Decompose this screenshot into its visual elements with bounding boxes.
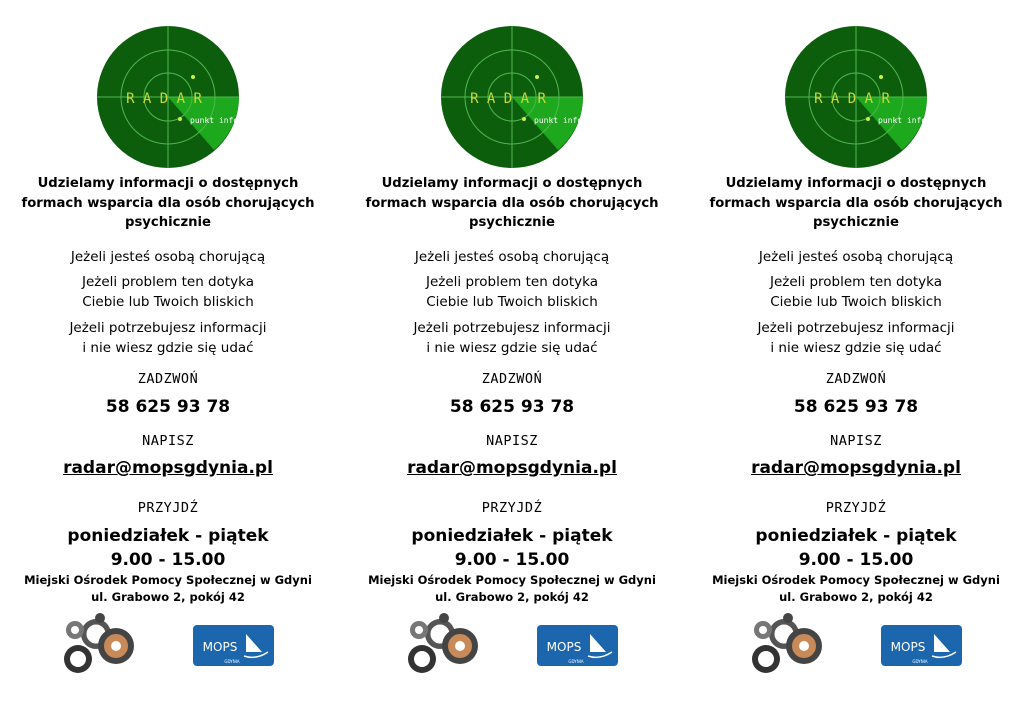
street-address: ul. Grabowo 2, pokój 42	[779, 590, 933, 604]
headline-line: psychicznie	[469, 215, 555, 230]
come-label: PRZYJDŹ	[825, 500, 887, 516]
line-info-2: i nie wiesz gdzie się udać	[426, 339, 598, 356]
email-link[interactable]: radar@mopsgdynia.pl	[63, 458, 273, 478]
gears-logo	[408, 613, 478, 673]
headline	[706, 174, 1006, 233]
come-label: PRZYJDŹ	[481, 500, 543, 516]
radar-logo	[706, 22, 1006, 172]
mops-logo-text: MOPS	[546, 640, 582, 654]
mops-logo	[537, 625, 618, 666]
partner-logos	[18, 612, 318, 678]
line-problem	[18, 273, 318, 312]
opening-days: poniedziałek - piątek	[411, 526, 613, 546]
partner-logos	[362, 612, 662, 678]
line-problem-2: Ciebie lub Twoich bliskich	[770, 293, 942, 310]
mops-logo	[193, 625, 274, 666]
line-problem-1: Jeżeli problem ten dotyka	[769, 274, 943, 290]
line-problem	[362, 273, 662, 312]
opening-days: poniedziałek - piątek	[755, 526, 957, 546]
radar-logo-tagline: punkt informacyjny	[190, 116, 277, 125]
opening-hours: 9.00 - 15.00	[454, 550, 570, 570]
flyer-3	[706, 0, 1006, 724]
headline-line: psychicznie	[125, 215, 211, 230]
flyer-2	[362, 0, 662, 724]
line-problem-2: Ciebie lub Twoich bliskich	[82, 293, 254, 310]
headline-line: formach wsparcia dla osób chorujących	[365, 195, 659, 211]
call-label: ZADZWOŃ	[137, 371, 199, 387]
headline	[362, 174, 662, 233]
radar-logo-name: R A D A R	[470, 91, 546, 107]
headline-line: formach wsparcia dla osób chorujących	[709, 195, 1003, 211]
line-sick-person: Jeżeli jesteś osobą chorującą	[414, 249, 610, 265]
street-address: ul. Grabowo 2, pokój 42	[91, 590, 245, 604]
radar-logo-name: R A D A R	[126, 91, 202, 107]
phone-number[interactable]: 58 625 93 78	[793, 397, 919, 417]
call-label: ZADZWOŃ	[481, 371, 543, 387]
headline-line: psychicznie	[813, 215, 899, 230]
line-problem-1: Jeżeli problem ten dotyka	[425, 274, 599, 290]
headline	[18, 174, 318, 233]
flyer-1	[18, 0, 318, 724]
line-info-1: Jeżeli potrzebujesz informacji	[69, 320, 267, 336]
line-info-2: i nie wiesz gdzie się udać	[82, 339, 254, 356]
come-label: PRZYJDŹ	[137, 500, 199, 516]
mops-logo	[881, 625, 962, 666]
mops-logo-subtext: GDYNIA	[224, 659, 240, 664]
institution-address	[706, 572, 1006, 606]
opening-hours: 9.00 - 15.00	[110, 550, 226, 570]
partner-logos	[706, 612, 1006, 678]
gears-logo	[64, 613, 134, 673]
mops-logo-text: MOPS	[890, 640, 926, 654]
email-link[interactable]: radar@mopsgdynia.pl	[407, 458, 617, 478]
write-label: NAPISZ	[830, 433, 882, 449]
write-label: NAPISZ	[486, 433, 538, 449]
opening-hours: 9.00 - 15.00	[798, 550, 914, 570]
mops-logo-subtext: GDYNIA	[912, 659, 928, 664]
line-sick-person: Jeżeli jesteś osobą chorującą	[758, 249, 954, 265]
institution-name: Miejski Ośrodek Pomocy Społecznej w Gdyni	[712, 573, 1000, 587]
line-problem	[706, 273, 1006, 312]
headline-line: Udzielamy informacji o dostępnych	[381, 176, 643, 191]
line-info	[18, 319, 318, 358]
email-link[interactable]: radar@mopsgdynia.pl	[751, 458, 961, 478]
radar-logo-name: R A D A R	[814, 91, 890, 107]
street-address: ul. Grabowo 2, pokój 42	[435, 590, 589, 604]
mops-logo-subtext: GDYNIA	[568, 659, 584, 664]
gears-logo	[752, 613, 822, 673]
line-problem-1: Jeżeli problem ten dotyka	[81, 274, 255, 290]
line-info-2: i nie wiesz gdzie się udać	[770, 339, 942, 356]
headline-line: formach wsparcia dla osób chorujących	[21, 195, 315, 211]
headline-line: Udzielamy informacji o dostępnych	[725, 176, 987, 191]
write-label: NAPISZ	[142, 433, 194, 449]
radar-logo	[18, 22, 318, 172]
institution-address	[362, 572, 662, 606]
phone-number[interactable]: 58 625 93 78	[105, 397, 231, 417]
radar-logo-tagline: punkt informacyjny	[534, 116, 621, 125]
opening-days: poniedziałek - piątek	[67, 526, 269, 546]
line-problem-2: Ciebie lub Twoich bliskich	[426, 293, 598, 310]
line-info-1: Jeżeli potrzebujesz informacji	[413, 320, 611, 336]
call-label: ZADZWOŃ	[825, 371, 887, 387]
mops-logo-text: MOPS	[202, 640, 238, 654]
institution-name: Miejski Ośrodek Pomocy Społecznej w Gdyni	[368, 573, 656, 587]
institution-name: Miejski Ośrodek Pomocy Społecznej w Gdyni	[24, 573, 312, 587]
line-info	[362, 319, 662, 358]
radar-logo-tagline: punkt informacyjny	[878, 116, 965, 125]
institution-address	[18, 572, 318, 606]
phone-number[interactable]: 58 625 93 78	[449, 397, 575, 417]
radar-logo	[362, 22, 662, 172]
line-info	[706, 319, 1006, 358]
line-sick-person: Jeżeli jesteś osobą chorującą	[70, 249, 266, 265]
line-info-1: Jeżeli potrzebujesz informacji	[757, 320, 955, 336]
headline-line: Udzielamy informacji o dostępnych	[37, 176, 299, 191]
